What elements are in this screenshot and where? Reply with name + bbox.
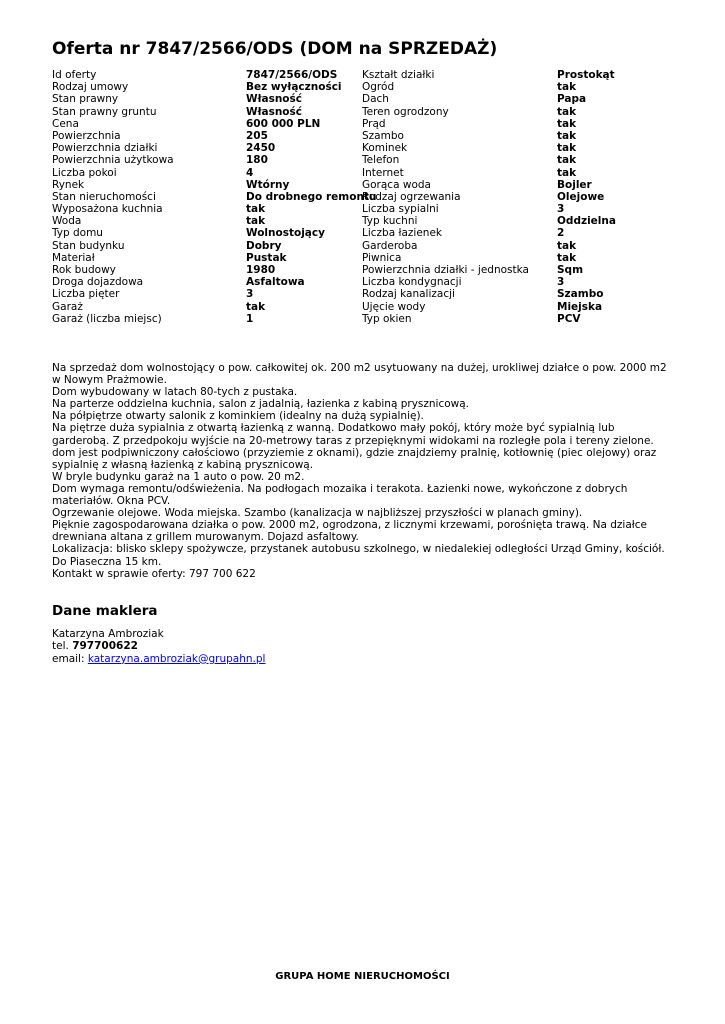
- property-row: [52, 81, 672, 93]
- broker-phone-label: tel.: [52, 640, 69, 653]
- property-label: Szambo: [362, 129, 404, 142]
- property-value: 2450: [246, 142, 276, 155]
- property-label: Stan prawny gruntu: [52, 105, 157, 118]
- description-paragraph: Lokalizacja: blisko sklepy spożywcze, przystanek autobusu szkolnego, w niedalekiej odległości Urząd Gminy, kościół. Do Piaseczna 15 km.: [52, 543, 665, 568]
- property-row: [52, 240, 672, 252]
- property-row: [52, 118, 672, 130]
- property-value: Szambo: [557, 288, 604, 301]
- page-title: Oferta nr 7847/2566/ODS (DOM na SPRZEDAŻ): [52, 39, 498, 59]
- property-row: [52, 179, 672, 191]
- property-label: Rodzaj ogrzewania: [362, 190, 461, 203]
- property-value: 205: [246, 129, 268, 142]
- property-label: Telefon: [362, 154, 400, 167]
- property-row: [52, 301, 672, 313]
- property-label: Kominek: [362, 142, 408, 155]
- property-value: Wtórny: [246, 178, 290, 191]
- property-row: [52, 93, 672, 105]
- property-label: Typ kuchni: [362, 215, 418, 228]
- property-label: Powierzchnia działki - jednostka: [362, 264, 529, 276]
- broker-name: Katarzyna Ambroziak: [52, 628, 164, 640]
- property-value: tak: [557, 142, 577, 155]
- description-paragraph: Kontakt w sprawie oferty: 797 700 622: [52, 567, 256, 580]
- property-label: Liczba łazienek: [362, 227, 442, 240]
- property-value: tak: [557, 105, 577, 118]
- property-value: tak: [557, 154, 577, 167]
- description-paragraph: dom jest podpiwniczony całościowo (przyziemie z oknami), gdzie znajdziemy pralnię, kotłownię (piec olejowy) oraz sypialnię z własną łazienką z kabiną prysznicową.: [52, 446, 657, 471]
- property-label: Powierzchnia działki: [52, 142, 158, 155]
- property-label: Ujęcie wody: [362, 300, 426, 313]
- property-value: tak: [246, 215, 266, 228]
- property-value: 3: [246, 288, 254, 301]
- description-paragraph: W bryle budynku garaż na 1 auto o pow. 20 m2.: [52, 470, 305, 483]
- property-row: [52, 130, 672, 142]
- property-value: Asfaltowa: [246, 276, 305, 289]
- property-value: 1980: [246, 264, 276, 276]
- property-row: [52, 142, 672, 154]
- property-table: [52, 69, 672, 325]
- property-label: Gorąca woda: [362, 178, 431, 191]
- property-value: 3: [557, 203, 565, 216]
- property-label: Wyposażona kuchnia: [52, 203, 163, 216]
- property-label: Garaż: [52, 300, 83, 313]
- property-value: Do drobnego remontu: [246, 190, 377, 203]
- property-row: [52, 313, 672, 325]
- property-value: tak: [246, 203, 266, 216]
- property-label: Rodzaj kanalizacji: [362, 288, 455, 301]
- property-label: Typ okien: [362, 312, 412, 325]
- property-row: [52, 106, 672, 118]
- property-value: 7847/2566/ODS: [246, 69, 338, 81]
- broker-phone: 797700622: [72, 640, 138, 653]
- broker-email-label: email:: [52, 652, 85, 665]
- offer-description: [52, 362, 674, 580]
- footer-company: GRUPA HOME NIERUCHOMOŚCI: [275, 971, 450, 982]
- property-label: Typ domu: [52, 227, 103, 240]
- property-value: Olejowe: [557, 190, 605, 203]
- description-paragraph: Dom wymaga remontu/odświeżenia. Na podłogach mozaika i terakota. Łazienki nowe, wykończone z dobrych materiałów. Okna PCV.: [52, 482, 628, 508]
- description-paragraph: Na parterze oddzielna kuchnia, salon z jadalnią, łazienka z kabiną prysznicową.: [52, 398, 470, 411]
- property-value: 2: [557, 227, 565, 240]
- property-row: [52, 276, 672, 288]
- property-label: Garaż (liczba miejsc): [52, 312, 162, 325]
- property-value: Papa: [557, 93, 587, 106]
- property-row: [52, 191, 672, 203]
- property-row: [52, 215, 672, 227]
- property-label: Rok budowy: [52, 264, 116, 276]
- property-value: Prostokąt: [557, 69, 615, 81]
- property-value: tak: [557, 81, 577, 94]
- property-value: Miejska: [557, 300, 603, 313]
- property-value: Własność: [246, 105, 302, 118]
- broker-email-line: [52, 653, 265, 665]
- property-row: [52, 227, 672, 239]
- property-label: Liczba kondygnacji: [362, 276, 462, 289]
- property-value: tak: [557, 129, 577, 142]
- description-paragraph: Na piętrze duża sypialnia z otwartą łazienką z wanną. Dodatkowo mały pokój, który może być sypialnią lub garderobą. Z przedpokoju wyjście na 20-metrowy taras z przepięknymi widokami na rozległe pola i tereny zielone.: [52, 422, 654, 447]
- property-label: Cena: [52, 117, 79, 130]
- property-label: Stan nieruchomości: [52, 190, 156, 203]
- property-value: PCV: [557, 312, 581, 325]
- property-value: tak: [557, 117, 577, 130]
- property-value: Oddzielna: [557, 215, 616, 228]
- property-value: tak: [246, 300, 266, 313]
- property-label: Dach: [362, 93, 389, 106]
- property-label: Liczba sypialni: [362, 203, 439, 216]
- property-label: Materiał: [52, 251, 95, 264]
- property-value: Własność: [246, 93, 302, 106]
- property-label: Woda: [52, 215, 82, 228]
- broker-info: [52, 628, 265, 665]
- description-paragraph: Pięknie zagospodarowana działka o pow. 2000 m2, ogrodzona, z licznymi krzewami, porośnięta trawą. Na działce drewniana altana z grillem murowanym. Dojazd asfaltowy.: [52, 519, 647, 544]
- property-label: Liczba pokoi: [52, 166, 117, 179]
- property-row: [52, 167, 672, 179]
- property-value: 3: [557, 276, 565, 289]
- property-row: [52, 203, 672, 215]
- property-value: tak: [557, 251, 577, 264]
- property-row: [52, 69, 672, 81]
- property-row: [52, 288, 672, 300]
- property-label: Internet: [362, 166, 404, 179]
- property-value: tak: [557, 239, 577, 252]
- property-value: Wolnostojący: [246, 227, 325, 240]
- property-label: Piwnica: [362, 251, 402, 264]
- broker-heading: Dane maklera: [52, 603, 158, 619]
- property-label: Teren ogrodzony: [362, 105, 449, 118]
- property-value: Dobry: [246, 239, 282, 252]
- property-value: Bez wyłączności: [246, 81, 342, 94]
- description-paragraph: Na sprzedaż dom wolnostojący o pow. całkowitej ok. 200 m2 usytuowany na dużej, urokliwej działce o pow. 2000 m2 w Nowym Prażmowie.: [52, 362, 667, 387]
- property-label: Powierzchnia użytkowa: [52, 154, 174, 167]
- property-row: [52, 264, 672, 276]
- property-value: tak: [557, 166, 577, 179]
- property-value: 600 000 PLN: [246, 117, 321, 130]
- property-label: Powierzchnia: [52, 129, 121, 142]
- property-row: [52, 154, 672, 166]
- property-row: [52, 252, 672, 264]
- property-label: Ogród: [362, 81, 395, 94]
- description-paragraph: Dom wybudowany w latach 80-tych z pustaka.: [52, 386, 298, 399]
- property-label: Stan budynku: [52, 239, 125, 252]
- property-value: 4: [246, 166, 254, 179]
- broker-email-link[interactable]: katarzyna.ambroziak@grupahn.pl: [87, 652, 266, 665]
- description-paragraph: Na półpiętrze otwarty salonik z kominkiem (idealny na dużą sypialnię).: [52, 410, 424, 423]
- property-value: 180: [246, 154, 268, 167]
- property-label: Id oferty: [52, 69, 97, 81]
- property-value: Bojler: [557, 178, 592, 191]
- property-label: Stan prawny: [52, 93, 119, 106]
- property-label: Prąd: [362, 117, 386, 130]
- broker-phone-line: [52, 640, 265, 652]
- property-label: Kształt działki: [362, 69, 435, 81]
- property-label: Liczba pięter: [52, 288, 120, 301]
- property-value: Sqm: [557, 264, 584, 276]
- property-label: Rodzaj umowy: [52, 81, 129, 94]
- property-label: Droga dojazdowa: [52, 276, 144, 289]
- property-label: Garderoba: [362, 239, 418, 252]
- property-value: 1: [246, 312, 254, 325]
- property-value: Pustak: [246, 251, 287, 264]
- property-label: Rynek: [52, 178, 85, 191]
- description-paragraph: Ogrzewanie olejowe. Woda miejska. Szambo (kanalizacja w najbliższej przyszłości w planach gminy).: [52, 507, 583, 520]
